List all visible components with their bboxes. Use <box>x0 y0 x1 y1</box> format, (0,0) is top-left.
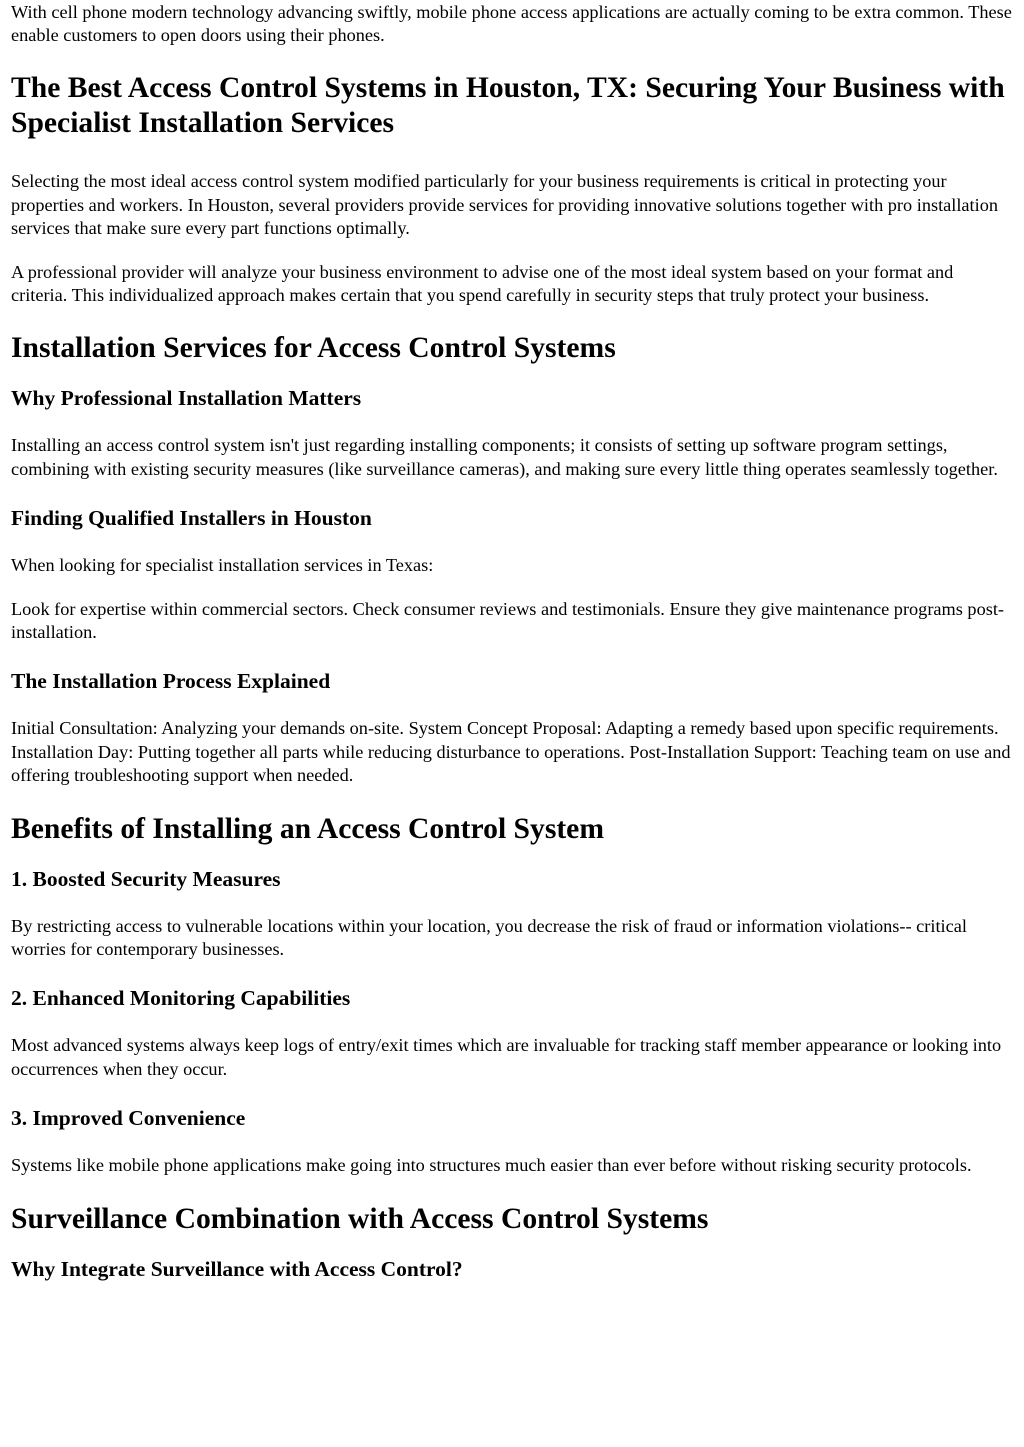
heading-finding-installers: Finding Qualified Installers in Houston <box>11 505 372 530</box>
paragraph-when-looking: When looking for specialist installation services in Texas: <box>11 554 434 575</box>
heading-why-professional-installation: Why Professional Installation Matters <box>11 386 362 411</box>
paragraph-benefit-convenience: Systems like mobile phone applications make going into structures much easier than ever before without risking security protocols. <box>11 1154 972 1175</box>
heading-benefit-convenience: 3. Improved Convenience <box>11 1105 246 1130</box>
heading-benefit-security: 1. Boosted Security Measures <box>11 867 281 892</box>
heading-why-integrate: Why Integrate Surveillance with Access Control? <box>11 1257 463 1282</box>
paragraph-installing-system: Installing an access control system isn't just regarding installing components; it consists of setting up software program settings, combining with existing security measures (like surveillance cameras), and making sure every little thing operates seamlessly together. <box>11 435 998 479</box>
intro-paragraph: With cell phone modern technology advancing swiftly, mobile phone access applications are actually coming to be extra common. These enable customers to open doors using their phones. <box>11 2 1012 46</box>
heading-best-access-control: The Best Access Control Systems in Houston, TX: Securing Your Business with Specialist Installation Services <box>11 72 1005 140</box>
heading-surveillance: Surveillance Combination with Access Control Systems <box>11 1203 709 1236</box>
article <box>0 1 1024 1282</box>
heading-benefit-monitoring: 2. Enhanced Monitoring Capabilities <box>11 986 351 1011</box>
paragraph-selecting-system: Selecting the most ideal access control system modified particularly for your business requirements is critical in protecting your properties and workers. In Houston, several providers provide services for providing innovative solutions together with pro installation services that make sure every part functions optimally. <box>11 171 998 238</box>
heading-benefits: Benefits of Installing an Access Control System <box>11 813 604 846</box>
heading-installation-process: The Installation Process Explained <box>11 669 331 694</box>
heading-installation-services: Installation Services for Access Control Systems <box>11 332 616 365</box>
paragraph-look-for-expertise: Look for expertise within commercial sectors. Check consumer reviews and testimonials. Ensure they give maintenance programs post-installation. <box>11 599 1004 643</box>
paragraph-process-steps: Initial Consultation: Analyzing your demands on-site. System Concept Proposal: Adapting a remedy based upon specific requirements. Installation Day: Putting together all parts while reducing disturbance to operations. Post-Installation Support: Teaching team on use and offering troubleshooting support when needed. <box>11 718 1011 785</box>
paragraph-professional-provider: A professional provider will analyze your business environment to advise one of the most ideal system based on your format and criteria. This individualized approach makes certain that you spend carefully in security steps that truly protect your business. <box>11 262 954 306</box>
paragraph-benefit-monitoring: Most advanced systems always keep logs of entry/exit times which are invaluable for tracking staff member appearance or looking into occurrences when they occur. <box>11 1035 1002 1079</box>
paragraph-benefit-security: By restricting access to vulnerable locations within your location, you decrease the risk of fraud or information violations-- critical worries for contemporary businesses. <box>11 916 967 960</box>
